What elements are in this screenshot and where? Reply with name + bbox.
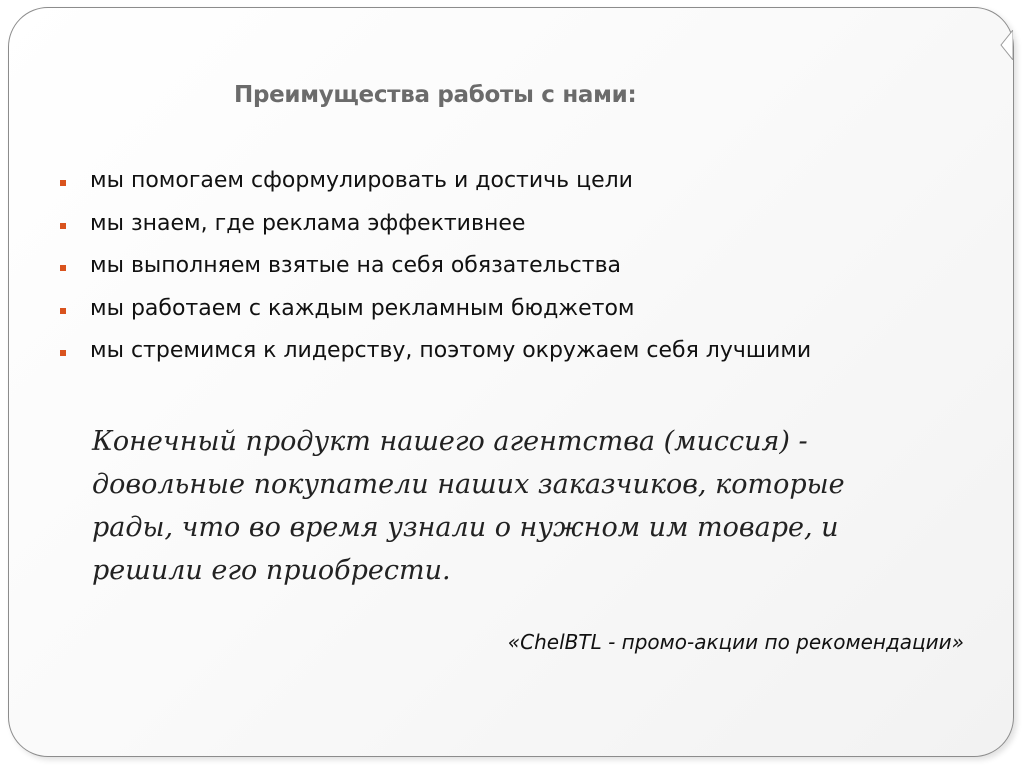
slide-title: Преимущества работы с нами: bbox=[234, 82, 637, 108]
square-bullet-icon bbox=[60, 180, 66, 186]
list-item-text: мы работаем с каждым рекламным бюджетом bbox=[90, 295, 635, 321]
list-item-text: мы стремимся к лидерству, поэтому окружаем себя лучшими bbox=[90, 338, 812, 363]
list-item-text: мы помогаем сформулировать и достичь цели bbox=[90, 168, 633, 193]
list-item bbox=[60, 338, 811, 381]
page-fold-icon bbox=[999, 30, 1013, 60]
square-bullet-icon bbox=[60, 223, 66, 229]
tagline: «ChelBTL - промо-акции по рекомендации» bbox=[507, 630, 964, 654]
list-item-text: мы выполняем взятые на себя обязательства bbox=[90, 253, 622, 278]
square-bullet-icon bbox=[60, 350, 66, 356]
list-item bbox=[60, 253, 811, 296]
square-bullet-icon bbox=[60, 308, 66, 314]
benefits-list bbox=[60, 168, 811, 381]
square-bullet-icon bbox=[60, 265, 66, 271]
list-item bbox=[60, 211, 811, 254]
list-item bbox=[60, 168, 811, 211]
mission-statement: Конечный продукт нашего агентства (миссия) - довольные покупатели наших заказчиков, которые рады, что во время узнали о нужном им товаре, и решили его приобрести. bbox=[92, 426, 845, 586]
list-item-text: мы знаем, где реклама эффективнее bbox=[90, 210, 526, 236]
list-item bbox=[60, 296, 811, 339]
